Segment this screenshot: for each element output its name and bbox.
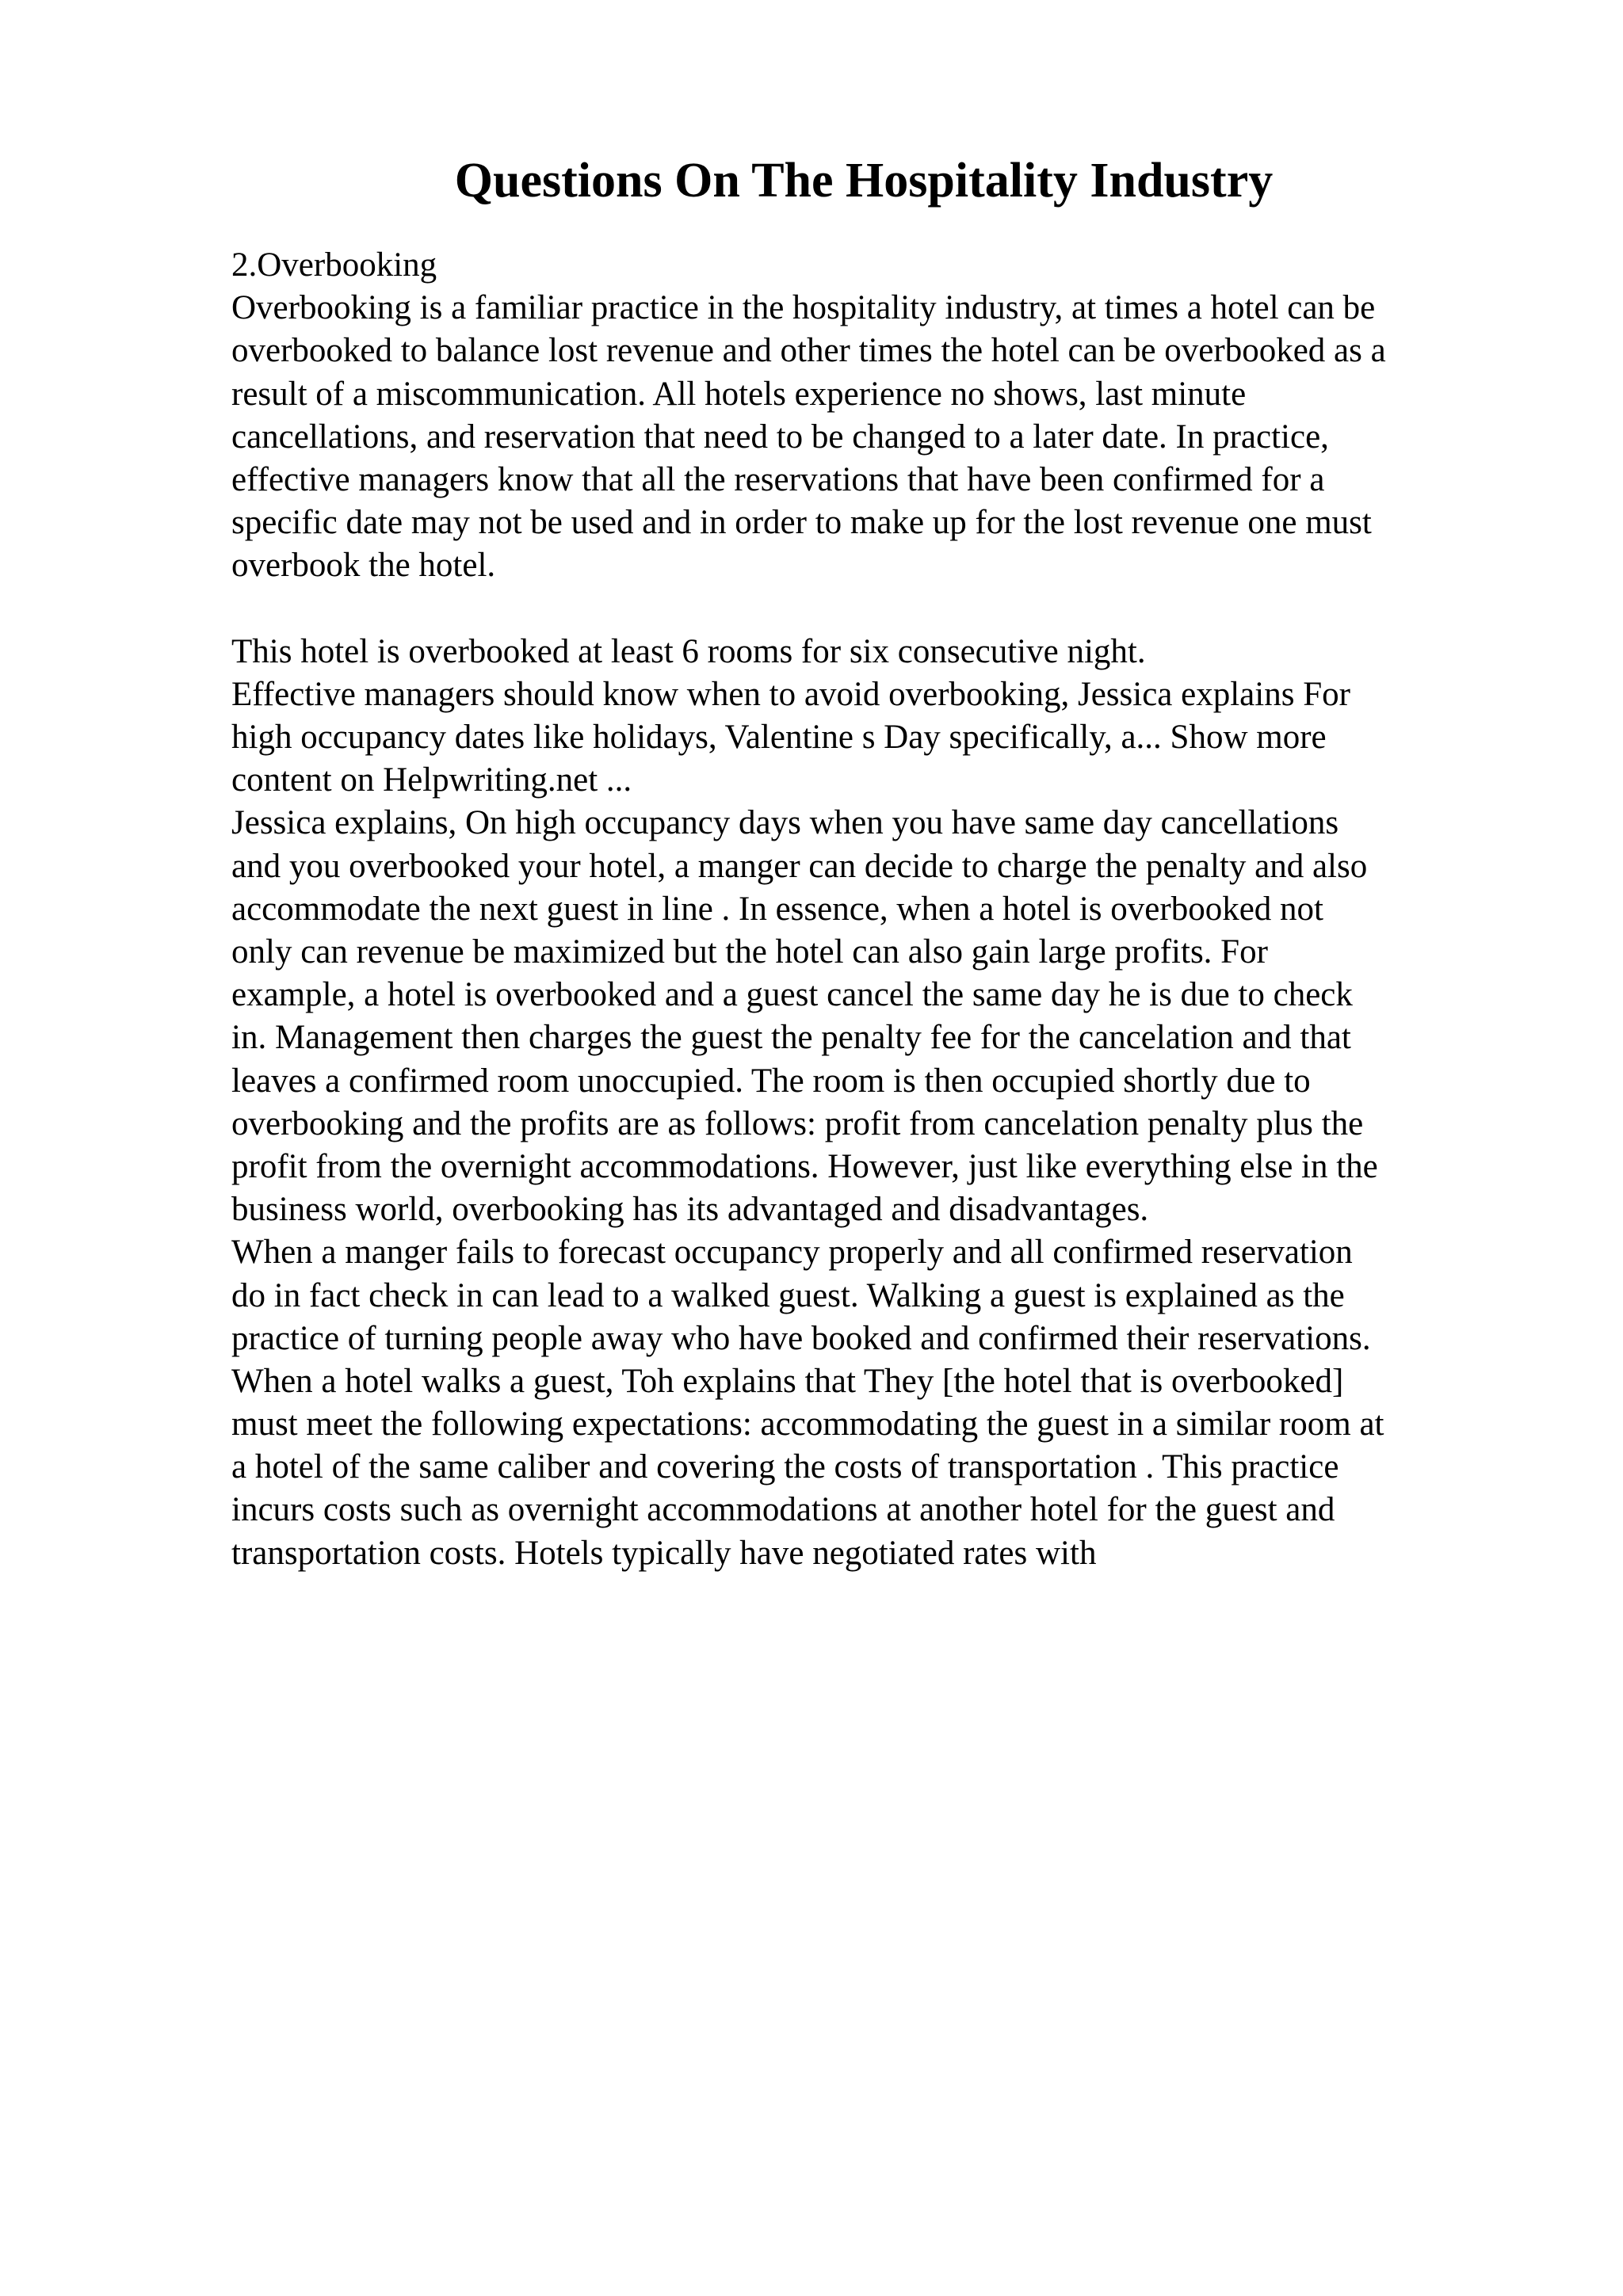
text-line: When a manger fails to forecast occupancy properly and all confirmed reservation [231, 1234, 1353, 1272]
text-line: in. Management then charges the guest the penalty fee for the cancelation and that [231, 1019, 1351, 1057]
text-line: practice of turning people away who have booked and confirmed their reservations. [231, 1319, 1371, 1357]
text-line: result of a miscommunication. All hotels experience no shows, last minute [231, 375, 1247, 413]
blank-line [231, 588, 1515, 631]
text-line: content on Helpwriting.net ... [231, 761, 632, 799]
text-line: business world, overbooking has its advantaged and disadvantages. [231, 1191, 1149, 1229]
text-line: high occupancy dates like holidays, Valentine s Day specifically, a... Show more [231, 719, 1327, 757]
text-line: specific date may not be used and in order to make up for the lost revenue one must [231, 504, 1372, 542]
text-line: and you overbooked your hotel, a manger can decide to charge the penalty and also [231, 847, 1368, 885]
text-line: must meet the following expectations: accommodating the guest in a similar room at [231, 1405, 1384, 1444]
text-line: transportation costs. Hotels typically have negotiated rates with [231, 1534, 1097, 1572]
text-line: overbooking and the profits are as follows: profit from cancelation penalty plus the [231, 1104, 1364, 1142]
text-line: incurs costs such as overnight accommodations at another hotel for the guest and [231, 1491, 1335, 1529]
text-line: Overbooking is a familiar practice in the hospitality industry, at times a hotel can be [231, 289, 1376, 327]
page-title: Questions On The Hospitality Industry [454, 154, 1274, 208]
text-line: accommodate the next guest in line . In essence, when a hotel is overbooked not [231, 890, 1323, 928]
text-line: only can revenue be maximized but the hotel can also gain large profits. For [231, 933, 1268, 971]
text-line: Jessica explains, On high occupancy days when you have same day cancellations [231, 804, 1339, 842]
text-line: This hotel is overbooked at least 6 rooms for six consecutive night. [231, 632, 1146, 670]
text-line: do in fact check in can lead to a walked guest. Walking a guest is explained as the [231, 1276, 1345, 1314]
document-body [231, 244, 1515, 1575]
text-line: overbook the hotel. [231, 547, 496, 585]
text-line: overbooked to balance lost revenue and other times the hotel can be overbooked as a [231, 332, 1386, 370]
text-line: leaves a confirmed room unoccupied. The room is then occupied shortly due to [231, 1062, 1311, 1100]
text-line: effective managers know that all the reservations that have been confirmed for a [231, 460, 1325, 498]
text-line: Effective managers should know when to avoid overbooking, Jessica explains For [231, 675, 1350, 713]
text-line: When a hotel walks a guest, Toh explains that They [the hotel that is overbooked] [231, 1362, 1344, 1400]
text-line: cancellations, and reservation that need to be changed to a later date. In practice, [231, 418, 1329, 456]
text-line: 2.Overbooking [231, 246, 437, 284]
text-line: profit from the overnight accommodations. However, just like everything else in the [231, 1147, 1378, 1185]
text-line: a hotel of the same caliber and covering the costs of transportation . This practice [231, 1448, 1339, 1486]
text-line: example, a hotel is overbooked and a guest cancel the same day he is due to check [231, 976, 1353, 1014]
